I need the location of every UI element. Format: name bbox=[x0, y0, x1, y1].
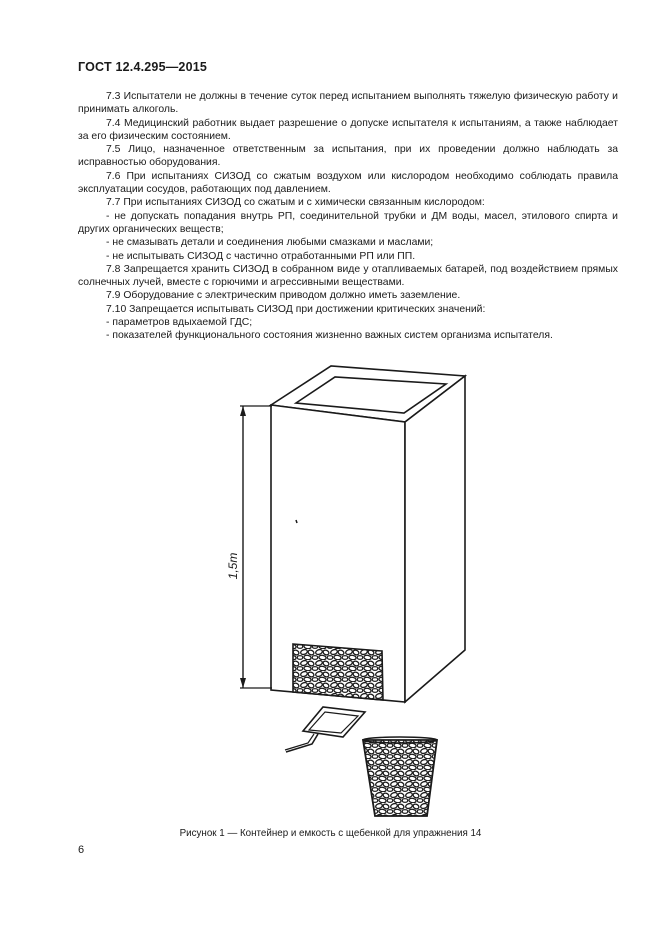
list-item-7-7-3: - не испытывать СИЗОД с частично отработанными РП или ПП. bbox=[106, 250, 416, 262]
paragraph-7-10: 7.10 Запрещается испытывать СИЗОД при достижении критических значений: bbox=[106, 303, 486, 315]
paragraph-7-9: 7.9 Оборудование с электрическим приводом должно иметь заземление. bbox=[106, 290, 461, 302]
paragraph-7-5: 7.5 Лицо, назначенное ответственным за испытания, при их проведении должно наблюдать за исправностью оборудования. bbox=[78, 144, 618, 169]
gravel-bucket bbox=[363, 740, 437, 816]
paragraph-7-4: 7.4 Медицинский работник выдает разрешение о допуске испытателя к испытаниям, а также наблюдает за его физическим состоянием. bbox=[78, 117, 618, 142]
paragraph-7-7: 7.7 При испытаниях СИЗОД со сжатым и с химически связанным кислородом: bbox=[106, 197, 485, 209]
paragraph-7-8: 7.8 Запрещается хранить СИЗОД в собранном виде у отапливаемых батарей, под воздействием прямых солнечных лучей, вместе с горючими и агрессивными веществами. bbox=[78, 263, 618, 289]
dimension-label: 1,5m bbox=[226, 552, 240, 580]
list-item-7-10-1: - параметров вдыхаемой ГДС; bbox=[106, 317, 253, 329]
page-number: 6 bbox=[78, 844, 85, 856]
figure-caption: Рисунок 1 — Контейнер и емкость с щебенкой для упражнения 14 bbox=[179, 828, 482, 839]
container-gravel-opening bbox=[293, 644, 383, 700]
paragraph-7-6: 7.6 При испытаниях СИЗОД со сжатым воздухом или кислородом необходимо соблюдать правила эксплуатации сосудов, работающих под давлением. bbox=[78, 170, 618, 196]
scoop-handle bbox=[286, 734, 318, 752]
list-item-7-7-1: - не допускать попадания внутрь РП, соединительной трубки и ДМ воды, масел, этилового спирта и других органических веществ; bbox=[78, 210, 618, 235]
paragraph-7-3: 7.3 Испытатели не должны в течение суток перед испытанием выполнять тяжелую физическую работу и принимать алкоголь. bbox=[78, 91, 618, 116]
document-header: ГОСТ 12.4.295—2015 bbox=[78, 60, 208, 74]
list-item-7-7-2: - не смазывать детали и соединения любыми смазками и маслами; bbox=[106, 237, 434, 249]
list-item-7-10-2: - показателей функционального состояния жизненно важных систем организма испытателя. bbox=[106, 330, 553, 342]
container-side-face bbox=[405, 376, 465, 702]
